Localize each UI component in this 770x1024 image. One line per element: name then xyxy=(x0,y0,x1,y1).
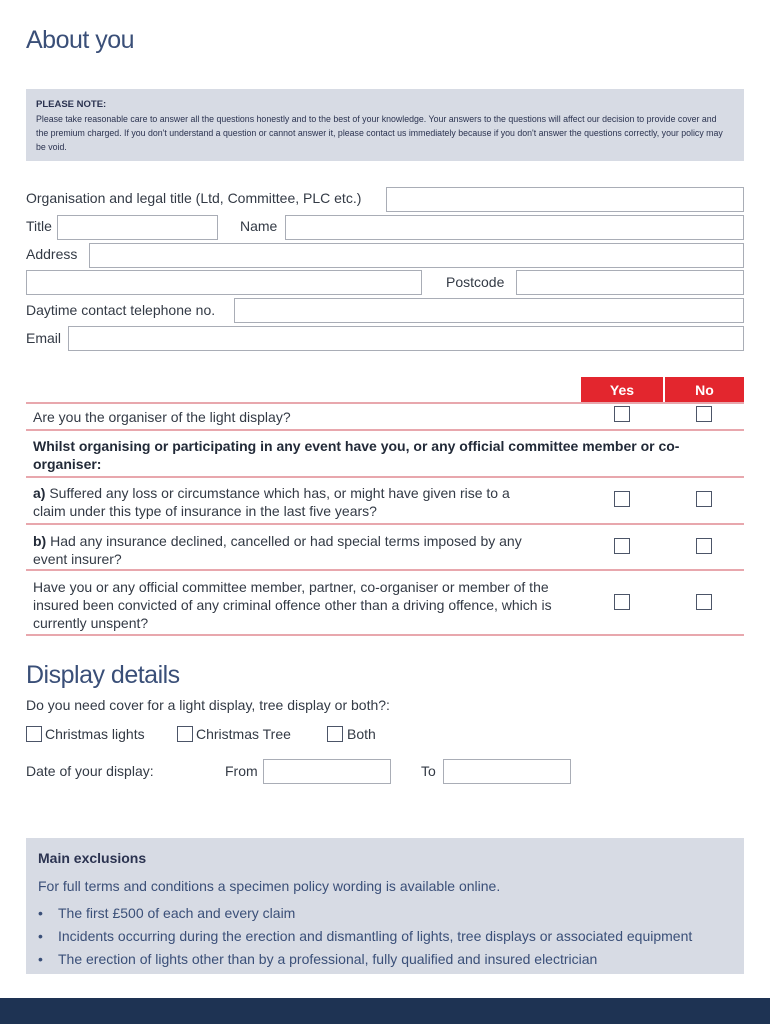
bullet-icon: • xyxy=(38,951,43,967)
date-label: Date of your display: xyxy=(26,763,154,779)
address-input-line2[interactable] xyxy=(26,270,422,295)
question-b-text: Had any insurance declined, cancelled or had special terms imposed by any event insurer? xyxy=(33,533,522,567)
footer-bar xyxy=(0,998,770,1024)
no-column-header: No xyxy=(665,377,744,403)
display-details-heading: Display details xyxy=(26,661,180,689)
divider xyxy=(26,523,744,525)
divider xyxy=(26,634,744,636)
q4-yes-checkbox[interactable] xyxy=(614,594,630,610)
name-input[interactable] xyxy=(285,215,744,240)
exclusions-title: Main exclusions xyxy=(38,850,147,866)
question-b xyxy=(33,532,533,568)
title-label: Title xyxy=(26,218,52,234)
postcode-label: Postcode xyxy=(446,274,505,290)
q1-no-checkbox[interactable] xyxy=(696,406,712,422)
about-you-heading: About you xyxy=(26,26,135,54)
from-date-input[interactable] xyxy=(263,759,391,784)
qa-yes-checkbox[interactable] xyxy=(614,491,630,507)
org-label: Organisation and legal title (Ltd, Committee, PLC etc.) xyxy=(26,190,362,206)
org-input[interactable] xyxy=(386,187,744,212)
address-label: Address xyxy=(26,246,78,262)
qa-no-checkbox[interactable] xyxy=(696,491,712,507)
bullet-icon: • xyxy=(38,905,43,921)
email-input[interactable] xyxy=(68,326,744,351)
to-date-input[interactable] xyxy=(443,759,571,784)
question-b-prefix: b) xyxy=(33,533,47,549)
question-convictions: Have you or any official committee member, partner, co-organiser or member of the insured been convicted of any criminal offence other than a driving offence, which is currently unspent? xyxy=(33,579,552,631)
phone-input[interactable] xyxy=(234,298,744,323)
to-label: To xyxy=(421,763,436,779)
from-label: From xyxy=(225,763,258,779)
note-body: Please take reasonable care to answer all the questions honestly and to the best of your knowledge. Your answers to the questions will affect our decision to provide cover and the premium charged. If you don't understand a question or cannot answer it, please contact us immediately because if you don't answer the questions correctly, your policy may be void. xyxy=(36,114,723,152)
bullet-icon: • xyxy=(38,928,43,944)
exclusion-item: • The erection of lights other than by a professional, fully qualified and insured electrician xyxy=(38,951,598,967)
qb-no-checkbox[interactable] xyxy=(696,538,712,554)
divider xyxy=(26,569,744,571)
exclusions-intro: For full terms and conditions a specimen policy wording is available online. xyxy=(38,878,501,894)
question-a xyxy=(33,484,533,520)
question-a-prefix: a) xyxy=(33,485,46,501)
q1-yes-checkbox[interactable] xyxy=(614,406,630,422)
note-title: PLEASE NOTE: xyxy=(36,99,107,110)
phone-label: Daytime contact telephone no. xyxy=(26,302,216,318)
name-label: Name xyxy=(240,218,278,234)
yes-column-header: Yes xyxy=(581,377,663,403)
q4-no-checkbox[interactable] xyxy=(696,594,712,610)
question-a-text: Suffered any loss or circumstance which has, or might have given rise to a claim under this type of insurance in the last five years? xyxy=(33,485,510,519)
questions-intro: Whilst organising or participating in any event have you, or any official committee member or co-organiser: xyxy=(33,438,680,472)
qb-yes-checkbox[interactable] xyxy=(614,538,630,554)
address-input-line1[interactable] xyxy=(89,243,744,268)
title-input[interactable] xyxy=(57,215,218,240)
both-checkbox[interactable] xyxy=(327,726,343,742)
christmas-lights-label: Christmas lights xyxy=(45,726,145,742)
postcode-input[interactable] xyxy=(516,270,744,295)
christmas-tree-label: Christmas Tree xyxy=(196,726,291,742)
divider xyxy=(26,402,744,404)
email-label: Email xyxy=(26,330,62,346)
please-note-panel xyxy=(26,89,744,161)
exclusion-item: • The first £500 of each and every claim xyxy=(38,905,296,921)
divider xyxy=(26,429,744,431)
display-question: Do you need cover for a light display, tree display or both?: xyxy=(26,697,390,713)
question-organiser: Are you the organiser of the light display? xyxy=(33,409,291,425)
both-label: Both xyxy=(347,726,376,742)
christmas-lights-checkbox[interactable] xyxy=(26,726,42,742)
divider xyxy=(26,476,744,478)
christmas-tree-checkbox[interactable] xyxy=(177,726,193,742)
exclusion-item: • Incidents occurring during the erection and dismantling of lights, tree displays or associated equipment xyxy=(38,928,693,944)
main-exclusions-panel xyxy=(26,838,744,974)
